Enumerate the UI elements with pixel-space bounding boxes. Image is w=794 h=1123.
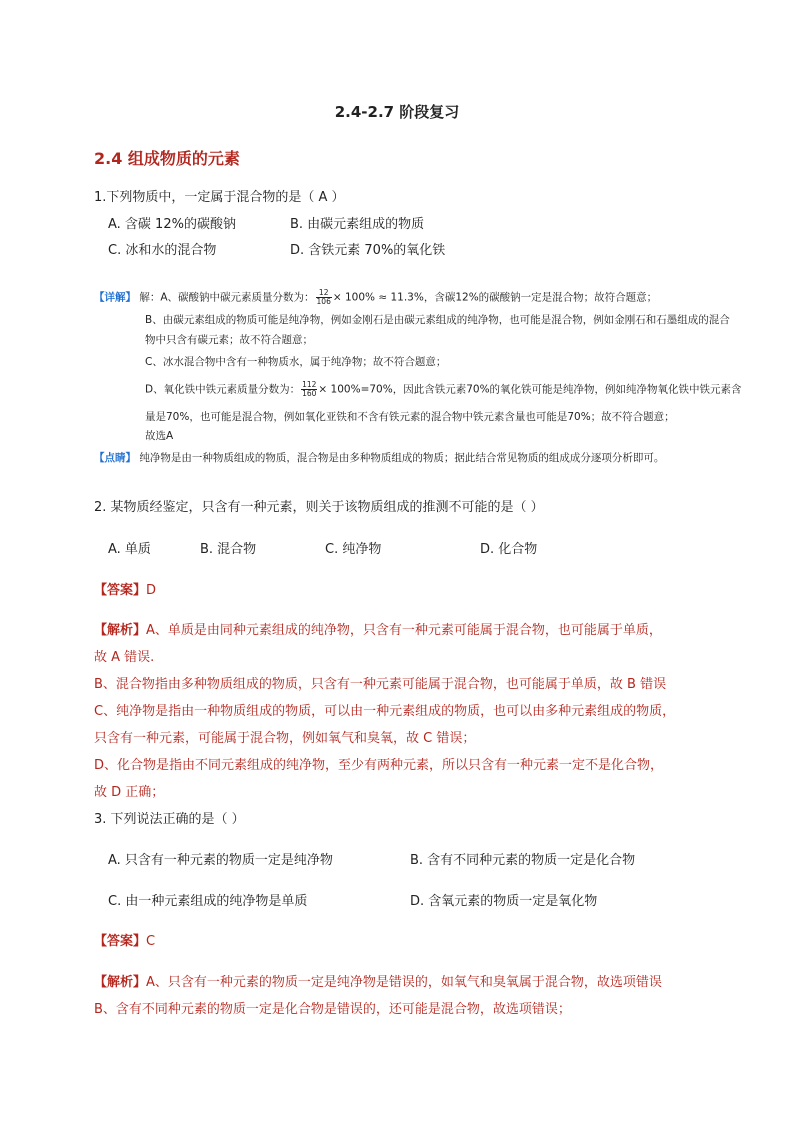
q1-explanation-line-c: C、冰水混合物中含有一种物质水，属于纯净物；故不符合题意；: [145, 356, 447, 368]
q1-note-line: 【点睛】 纯净物是由一种物质组成的物质，混合物是由多种物质组成的物质；据此结合常见物质的组成成分逐项分析即可。: [94, 452, 665, 464]
q1-explanation-line-b2: 物中只含有碳元素；故不符合题意；: [145, 334, 313, 346]
question-2-analysis-l3: B、混合物指由多种物质组成的物质，只含有一种元素可能属于混合物，也可能属于单质，故 B 错误: [94, 677, 667, 692]
section-heading: 2.4 组成物质的元素: [94, 149, 240, 168]
question-3-option-d: D. 含氧元素的物质一定是氧化物: [410, 894, 598, 909]
question-2-analysis-l2: 故 A 错误.: [94, 650, 155, 665]
fraction-iron: $\frac{112}{160}$: [302, 380, 317, 398]
question-2-option-b: B. 混合物: [200, 542, 257, 557]
detail-tag: 【详解】: [94, 291, 136, 304]
note-tag: 【点睛】: [94, 452, 136, 464]
question-1-option-d: D. 含铁元素 70%的氧化铁: [290, 243, 446, 258]
q1-explanation-line-a: 【详解】 解：A、碳酸钠中碳元素质量分数为： $\frac{12}{106}$ × 100% ≈ 11.3%，含碳12%的碳酸钠一定是混合物；故符合题意；: [94, 288, 658, 306]
question-1-stem: 1.下列物质中，一定属于混合物的是（ A ）: [94, 190, 345, 205]
question-3-answer: 【答案】C: [94, 934, 156, 949]
q1-explanation-line-d: D、氧化铁中铁元素质量分数为： $\frac{112}{160}$ × 100%=70%，因此含铁元素70%的氧化铁可能是纯净物，例如纯净物氧化铁中铁元素含: [145, 380, 742, 398]
question-3-option-a: A. 只含有一种元素的物质一定是纯净物: [108, 853, 333, 868]
question-3-option-b: B. 含有不同种元素的物质一定是化合物: [410, 853, 636, 868]
question-2-analysis-l6: D、化合物是指由不同元素组成的纯净物，至少有两种元素，所以只含有一种元素一定不是化合物，: [94, 758, 664, 773]
question-2-option-c: C. 纯净物: [325, 542, 382, 557]
q1-explanation-line-e: 故选A: [145, 430, 174, 442]
page-title: 2.4-2.7 阶段复习: [334, 103, 460, 121]
question-2-analysis-l4: C、纯净物是指由一种物质组成的物质，可以由一种元素组成的物质，也可以由多种元素组成的物质，: [94, 704, 676, 719]
fraction-carbon: $\frac{12}{106}$: [316, 288, 331, 306]
question-3-analysis-l2: B、含有不同种元素的物质一定是化合物是错误的，还可能是混合物，故选项错误；: [94, 1002, 571, 1017]
question-2-option-a: A. 单质: [108, 542, 151, 557]
question-2-analysis-l1: 【解析】A、单质是由同种元素组成的纯净物，只含有一种元素可能属于混合物，也可能属于单质，: [94, 623, 662, 638]
question-2-analysis-l7: 故 D 正确；: [94, 785, 165, 800]
question-2-stem: 2. 某物质经鉴定，只含有一种元素，则关于该物质组成的推测不可能的是（ ）: [94, 500, 544, 515]
question-1-option-b: B. 由碳元素组成的物质: [290, 217, 425, 232]
question-1-option-a: A. 含碳 12%的碳酸钠: [108, 217, 236, 232]
question-1-option-c: C. 冰和水的混合物: [108, 243, 217, 258]
question-2-option-d: D. 化合物: [480, 542, 538, 557]
question-3-stem: 3. 下列说法正确的是（ ）: [94, 812, 245, 827]
question-3-analysis-l1: 【解析】A、只含有一种元素的物质一定是纯净物是错误的，如氧气和臭氧属于混合物，故选项错误: [94, 975, 662, 990]
q1-explanation-line-d2: 量是70%，也可能是混合物，例如氧化亚铁和不含有铁元素的混合物中铁元素含量也可能是70%；故不符合题意；: [145, 411, 675, 423]
question-2-analysis-l5: 只含有一种元素，可能属于混合物，例如氧气和臭氧，故 C 错误；: [94, 731, 476, 746]
question-3-option-c: C. 由一种元素组成的纯净物是单质: [108, 894, 308, 909]
q1-explanation-line-b1: B、由碳元素组成的物质可能是纯净物，例如金刚石是由碳元素组成的纯净物，也可能是混合物，例如金刚石和石墨组成的混合: [145, 314, 730, 326]
question-2-answer: 【答案】D: [94, 583, 157, 598]
